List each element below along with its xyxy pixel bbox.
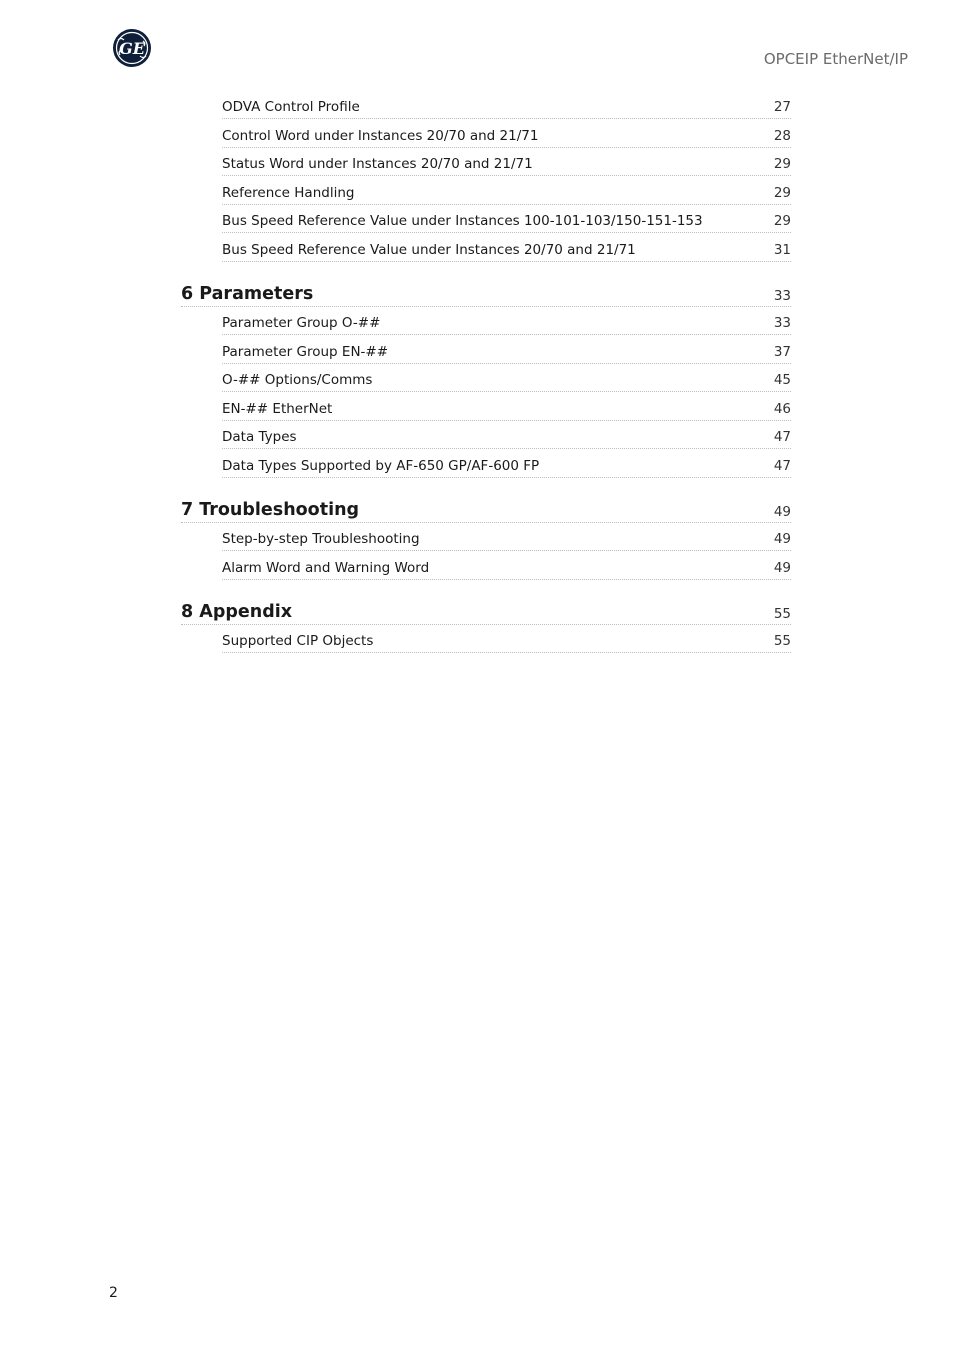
toc-entry-page: 31 (773, 241, 791, 258)
toc-entry[interactable] (222, 96, 791, 119)
toc-entry[interactable] (222, 528, 791, 551)
toc-entry-page: 55 (773, 633, 791, 649)
page-number: 2 (109, 1285, 118, 1301)
toc-entry[interactable] (222, 341, 791, 364)
toc-entry-title: Status Word under Instances 20/70 and 21/71 (222, 156, 533, 172)
toc-entry[interactable] (222, 630, 791, 653)
toc-entry-page: 49 (773, 531, 791, 547)
toc-entry-title: ODVA Control Profile (222, 99, 360, 115)
toc-entry-page: 28 (773, 127, 791, 144)
toc-entry[interactable] (222, 455, 791, 478)
toc-section-title: 8 Appendix (181, 601, 293, 622)
toc-entry-title: Parameter Group O-## (222, 315, 381, 331)
toc-entry-page: 29 (773, 156, 791, 172)
ge-logo-text: GE (119, 39, 145, 58)
toc-entry-title: Bus Speed Reference Value under Instances 20/70 and 21/71 (222, 241, 636, 258)
toc-section-page: 49 (773, 503, 791, 520)
toc-entry-page: 29 (773, 184, 791, 201)
toc-section-page: 33 (773, 287, 791, 304)
ge-logo (112, 28, 152, 68)
toc-entry[interactable] (222, 210, 791, 233)
toc-entry[interactable] (222, 312, 791, 335)
table-of-contents (181, 96, 791, 653)
toc-entry-title: Data Types Supported by AF-650 GP/AF-600 FP (222, 457, 540, 474)
toc-entry-page: 47 (773, 457, 791, 474)
toc-entry-page: 46 (773, 400, 791, 417)
toc-entry[interactable] (222, 125, 791, 148)
toc-entry-page: 45 (773, 372, 791, 388)
toc-entry-page: 37 (773, 343, 791, 360)
toc-section-parameters[interactable] (181, 282, 791, 307)
toc-entry[interactable] (222, 239, 791, 262)
toc-entry-title: Control Word under Instances 20/70 and 21/71 (222, 127, 539, 144)
toc-entry[interactable] (222, 182, 791, 205)
toc-entry-title: Supported CIP Objects (222, 633, 374, 649)
toc-entry-page: 49 (773, 559, 791, 576)
toc-entry-title: Reference Handling (222, 184, 355, 201)
toc-entry-page: 27 (773, 99, 791, 115)
toc-section-title: 7 Troubleshooting (181, 499, 360, 520)
toc-entry-title: EN-## EtherNet (222, 400, 333, 417)
toc-entry-title: Data Types (222, 429, 297, 445)
toc-entry[interactable] (222, 369, 791, 392)
toc-entry[interactable] (222, 398, 791, 421)
document-title: OPCEIP EtherNet/IP (763, 50, 908, 68)
toc-entry-page: 29 (773, 213, 791, 229)
toc-section-page: 55 (773, 605, 791, 622)
toc-entry-title: O-## Options/Comms (222, 372, 373, 388)
toc-section-title: 6 Parameters (181, 283, 314, 304)
toc-section-appendix[interactable] (181, 600, 791, 625)
toc-entry[interactable] (222, 426, 791, 449)
toc-entry[interactable] (222, 557, 791, 580)
toc-entry-page: 33 (773, 315, 791, 331)
toc-entry[interactable] (222, 153, 791, 176)
toc-entry-title: Alarm Word and Warning Word (222, 559, 430, 576)
toc-entry-page: 47 (773, 429, 791, 445)
toc-entry-title: Step-by-step Troubleshooting (222, 531, 420, 547)
toc-entry-title: Parameter Group EN-## (222, 343, 389, 360)
toc-entry-title: Bus Speed Reference Value under Instances 100-101-103/150-151-153 (222, 213, 703, 229)
toc-section-troubleshooting[interactable] (181, 498, 791, 523)
